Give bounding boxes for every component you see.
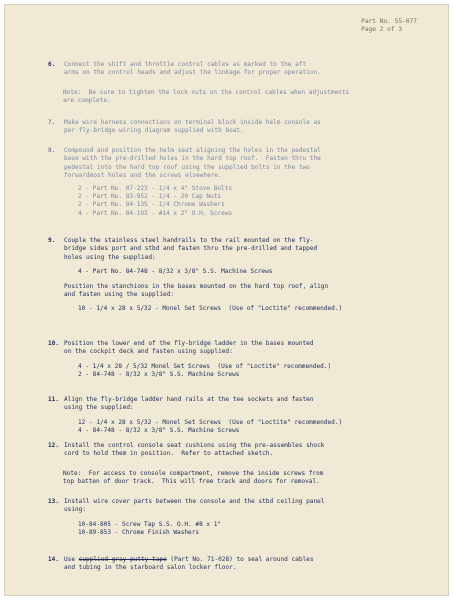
page-number: Page 2 of 3 <box>361 26 403 33</box>
step-text: arms on the control heads and adjust the linkage for proper operation. <box>64 69 321 77</box>
step-6 <box>48 61 429 78</box>
part-line: 10-89-853 - Chrome Finish Washers <box>78 529 200 537</box>
struck-text: supplied gray putty tape <box>78 556 167 563</box>
step-13 <box>48 498 429 538</box>
step-text: Position the stanchions in the bases mounted on the hard top roof, align <box>64 282 329 290</box>
step-number: 10. <box>48 340 60 347</box>
step-text: holes using the supplied: <box>64 253 156 261</box>
step-text: Make wire harness connections on terminal block inside helm console as <box>64 119 321 126</box>
step-number: 14. <box>48 556 60 563</box>
part-line: 4 - Part No. 84-193 - #14 x 2" O.H. Screws <box>78 209 233 217</box>
step-text: using the supplied: <box>64 404 134 412</box>
note-text: Note: For access to console compartment, remove the inside screws from <box>63 470 324 477</box>
step-text: Couple the stainless steel handrails to the rail mounted on the fly- <box>64 237 314 244</box>
part-number: Part No. 55-077 <box>361 18 417 25</box>
step-11 <box>48 396 429 436</box>
step-7 <box>48 119 429 136</box>
step-10 <box>48 340 429 380</box>
step-text: Connect the shift and throttle control cables as marked to the aft <box>64 61 307 68</box>
step-number: 7. <box>48 119 56 126</box>
step-8 <box>48 147 429 218</box>
note-1 <box>63 89 428 106</box>
step-text: Install wire cover parts between the console and the stbd ceiling panel <box>64 498 325 505</box>
step-number: 12. <box>48 442 60 449</box>
page-header <box>361 18 417 34</box>
step-text: bridge sides port and stbd and fasten thru the pre-drilled and tapped <box>64 245 318 253</box>
step-text: and tubing in the starboard salon locker floor. <box>64 564 237 572</box>
step-number: 13. <box>48 498 60 505</box>
step-number: 11. <box>48 396 60 403</box>
step-text: Compound and position the helm seat aligning the holes in the pedestal <box>64 147 321 154</box>
step-number: 8. <box>48 147 56 154</box>
part-line: 10-84-805 - Screw Tap S.S. O.H. #8 x 1" <box>78 520 222 528</box>
step-text: and fasten using the supplied: <box>64 291 175 299</box>
step-text: using: <box>64 506 87 514</box>
step-12 <box>48 442 429 459</box>
step-number: 9. <box>48 237 56 244</box>
step-text: on the cockpit deck and fasten using supplied: <box>64 348 233 356</box>
note-text: are complete. <box>63 97 111 105</box>
part-line: 10 - 1/4 x 28 x 5/32 - Monel Set Screws (Use of "Loctite" recommended.) <box>78 305 343 313</box>
part-line: 2 - Part No. 83-952 - 1/4 - 20 Cap Nuts <box>78 193 222 201</box>
step-14 <box>48 556 429 573</box>
step-text: base with the pre-drilled holes in the hard top roof. Fasten thru the <box>64 155 321 163</box>
step-text: forwardmost holes and the screws elsewhere. <box>64 172 222 180</box>
part-line: 4 - Part No. 84-748 - 8/32 x 3/8" S.S. Machine Screws <box>78 268 273 276</box>
document-page <box>4 4 449 596</box>
part-line: 12 - 1/4 x 28 x 5/32 - Monel Set Screws (Use of "Loctite" recommended.) <box>78 418 343 426</box>
part-line: 2 - Part No. 07-223 - 1/4 x 4" Stove Bolts <box>78 184 233 192</box>
part-line: 2 - 84-748 - 8/32 x 3/8" S.S. Machine Screws <box>78 371 240 379</box>
note-text: top batten of door track. This will free track and doors for removal. <box>63 478 320 486</box>
step-text: Align the fly-bridge ladder hand rails at the tee sockets and fasten <box>64 396 314 403</box>
part-line: 4 - 84-748 - 8/32 x 3/8" S.S. Machine Screws <box>78 427 240 435</box>
step-text-part: Use <box>64 556 79 563</box>
step-text <box>64 556 429 564</box>
step-text-part: (Part No. 71-028) to seal around cables <box>166 556 314 563</box>
part-line: 4 - 1/4 x 28 / 5/32 Monel Set Screws (Use of "Loctite" recommended.) <box>78 362 332 370</box>
step-number: 6. <box>48 61 56 68</box>
step-text: Position the lower end of the fly-bridge ladder in the bases mounted <box>64 340 314 347</box>
note-2 <box>63 470 428 487</box>
part-line: 2 - Part No. 84-135 - 1/4 Chrome Washers <box>78 201 225 209</box>
step-text: Install the control console seat cushions using the pre-assembles shock <box>64 442 325 449</box>
note-text: Note: Be sure to tighten the lock nuts on the control cables when adjustments <box>63 89 350 96</box>
step-text: per fly-bridge wiring diagram supplied with boat. <box>64 127 244 135</box>
step-text: pedestal into the hard top roof using the supplied bolts in the two <box>64 163 310 171</box>
step-9 <box>48 237 429 314</box>
step-text: cord to hold them in position. Refer to attached sketch. <box>64 450 274 458</box>
